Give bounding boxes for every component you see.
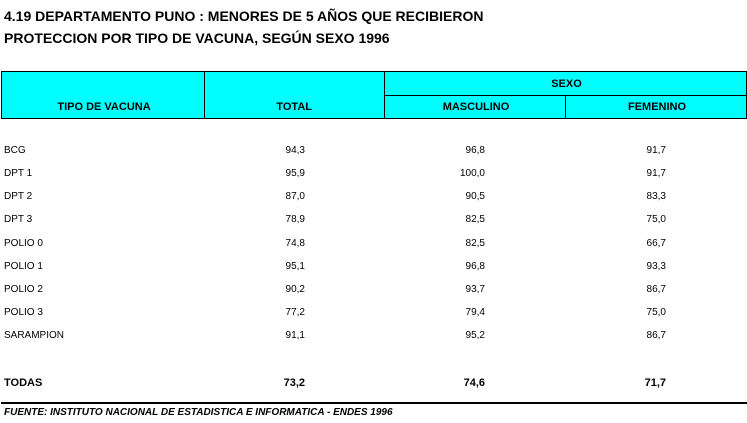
row-femenino: 83,3 <box>646 191 666 202</box>
header-masculino-label: MASCULINO <box>442 101 510 113</box>
header-femenino <box>565 95 747 119</box>
table-row <box>0 168 747 182</box>
row-masculino: 100,0 <box>459 168 485 179</box>
row-masculino: 96,8 <box>465 261 485 272</box>
row-masculino: 96,8 <box>465 145 485 156</box>
row-label: POLIO 1 <box>4 261 43 272</box>
table-row <box>0 191 747 205</box>
row-femenino: 93,3 <box>646 261 666 272</box>
totals-label: TODAS <box>4 377 43 389</box>
row-label: DPT 3 <box>4 214 33 225</box>
row-femenino: 91,7 <box>646 168 666 179</box>
row-label: POLIO 2 <box>4 284 43 295</box>
header-total <box>204 71 385 119</box>
table-row <box>0 330 747 344</box>
table-row <box>0 284 747 298</box>
row-total: 94,3 <box>285 145 305 156</box>
header-sexo-label: SEXO <box>551 78 582 90</box>
totals-masculino: 74,6 <box>463 377 485 389</box>
header-tipo-label: TIPO DE VACUNA <box>57 101 151 113</box>
row-femenino: 86,7 <box>646 284 666 295</box>
row-label: POLIO 3 <box>4 307 43 318</box>
row-total: 77,2 <box>285 307 305 318</box>
table-row <box>0 214 747 228</box>
row-femenino: 91,7 <box>646 145 666 156</box>
table-title-line-2: PROTECCION POR TIPO DE VACUNA, SEGÚN SEXO 1996 <box>4 30 390 46</box>
row-masculino: 90,5 <box>465 191 485 202</box>
header-tipo-de-vacuna <box>1 71 205 119</box>
header-femenino-label: FEMENINO <box>627 101 687 113</box>
header-total-label: TOTAL <box>276 101 312 113</box>
row-total: 95,1 <box>285 261 305 272</box>
row-total: 95,9 <box>285 168 305 179</box>
table-row <box>0 307 747 321</box>
row-label: DPT 2 <box>4 191 33 202</box>
bottom-rule <box>1 402 747 404</box>
row-masculino: 82,5 <box>465 214 485 225</box>
row-label: BCG <box>4 145 26 156</box>
row-masculino: 95,2 <box>465 330 485 341</box>
row-femenino: 75,0 <box>646 307 666 318</box>
row-femenino: 75,0 <box>646 214 666 225</box>
row-masculino: 93,7 <box>465 284 485 295</box>
table-row <box>0 145 747 159</box>
row-femenino: 86,7 <box>646 330 666 341</box>
row-label: SARAMPION <box>4 330 65 341</box>
row-total: 78,9 <box>285 214 305 225</box>
table-row <box>0 261 747 275</box>
header-sexo <box>384 71 747 96</box>
row-masculino: 82,5 <box>465 238 485 249</box>
row-label: POLIO 0 <box>4 238 43 249</box>
row-total: 87,0 <box>285 191 305 202</box>
row-total: 74,8 <box>285 238 305 249</box>
row-total: 90,2 <box>285 284 305 295</box>
row-femenino: 66,7 <box>646 238 666 249</box>
totals-femenino: 71,7 <box>644 377 666 389</box>
row-total: 91,1 <box>285 330 305 341</box>
table-title-line-1: 4.19 DEPARTAMENTO PUNO : MENORES DE 5 AÑOS QUE RECIBIERON <box>4 8 484 24</box>
source-note: FUENTE: INSTITUTO NACIONAL DE ESTADISTICA E INFORMATICA - ENDES 1996 <box>4 407 393 418</box>
totals-total: 73,2 <box>283 377 305 389</box>
row-masculino: 79,4 <box>465 307 485 318</box>
header-masculino <box>384 95 566 119</box>
totals-row <box>0 377 747 391</box>
table-row <box>0 238 747 252</box>
row-label: DPT 1 <box>4 168 33 179</box>
